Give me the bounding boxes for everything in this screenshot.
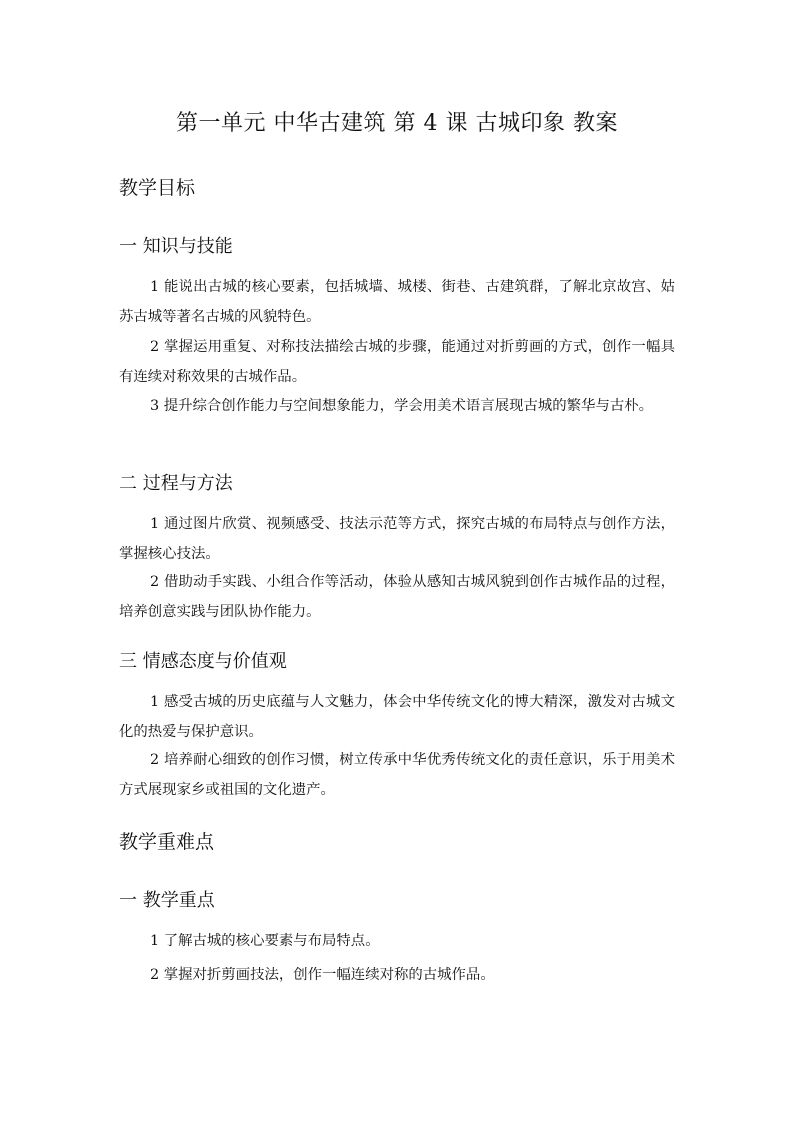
paragraph-emotion-2: 2 培养耐心细致的创作习惯，树立传承中华优秀传统文化的责任意识，乐于用美术方式展现家乡或祖国的文化遗产。: [119, 752, 675, 798]
document-title: 第一单元 中华古建筑 第 4 课 古城印象 教案: [176, 111, 618, 136]
paragraph-knowledge-3: 3 提升综合创作能力与空间想象能力，学会用美术语言展现古城的繁华与古朴。: [150, 398, 654, 414]
paragraph-knowledge-2: 2 掌握运用重复、对称技法描绘古城的步骤，能通过对折剪画的方式，创作一幅具有连续对称效果的古城作品。: [119, 339, 675, 385]
paragraph-process-2: 2 借助动手实践、小组合作等活动，体验从感知古城风貌到创作古城作品的过程，培养创意实践与团队协作能力。: [119, 574, 675, 620]
paragraph-knowledge-1: 1 能说出古城的核心要素，包括城墙、城楼、街巷、古建筑群，了解北京故宫、姑苏古城等著名古城的风貌特色。: [119, 279, 675, 325]
paragraph-emotion-1: 1 感受古城的历史底蕴与人文魅力，体会中华传统文化的博大精深，激发对古城文化的热爱与保护意识。: [119, 694, 675, 740]
section-heading-teaching-goals: 教学目标: [119, 177, 196, 199]
subsection-heading-emotion-values: 三 情感态度与价值观: [119, 651, 287, 672]
paragraph-process-1: 1 通过图片欣赏、视频感受、技法示范等方式，探究古城的布局特点与创作方法，掌握核心技法。: [119, 516, 675, 562]
paragraph-key-point-2: 2 掌握对折剪画技法，创作一幅连续对称的古城作品。: [150, 967, 495, 983]
subsection-heading-key-points: 一 教学重点: [119, 890, 215, 911]
subsection-heading-process-methods: 二 过程与方法: [119, 473, 233, 494]
section-heading-key-difficult-points: 教学重难点: [119, 831, 215, 853]
subsection-heading-knowledge-skills: 一 知识与技能: [119, 236, 233, 257]
paragraph-key-point-1: 1 了解古城的核心要素与布局特点。: [150, 933, 380, 949]
